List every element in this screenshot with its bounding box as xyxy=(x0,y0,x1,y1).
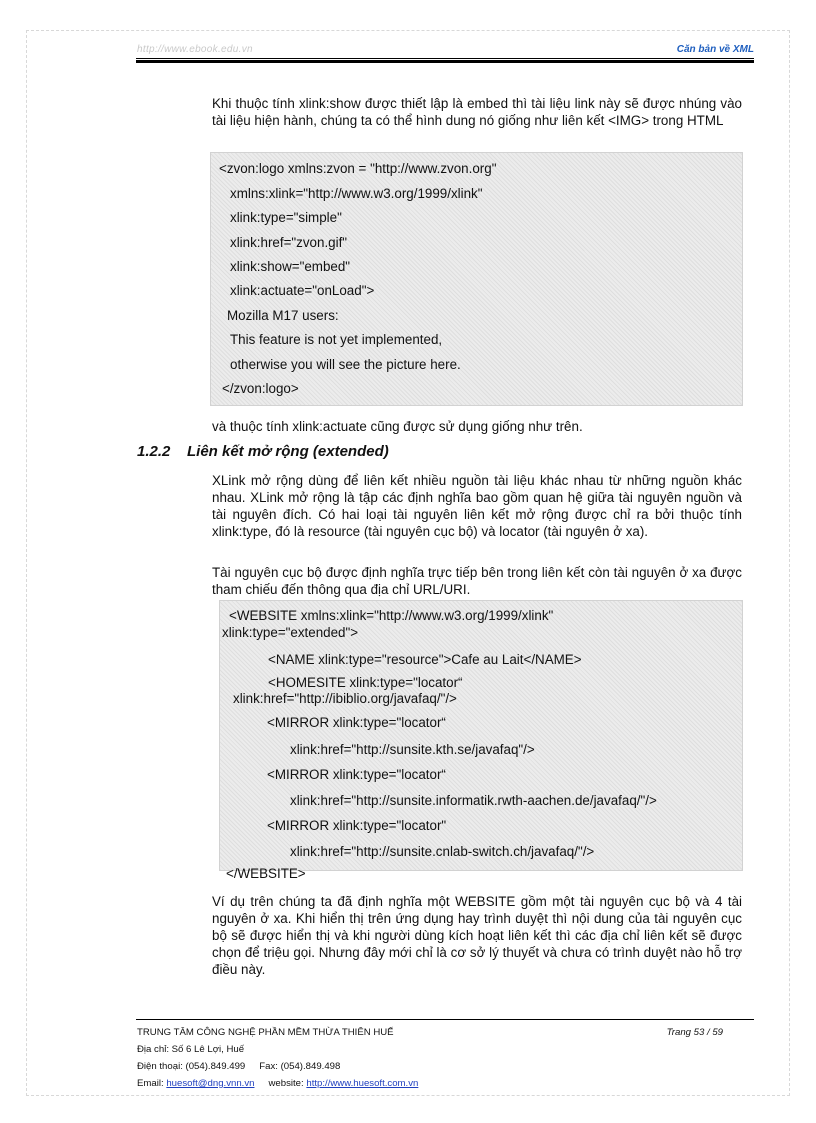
header-url: http://www.ebook.edu.vn xyxy=(137,44,253,55)
code-line: otherwise you will see the picture here. xyxy=(230,357,461,372)
footer-address: Địa chỉ: Số 6 Lê Lợi, Huế xyxy=(137,1044,245,1055)
section-number: 1.2.2 xyxy=(137,443,171,460)
code-line: <MIRROR xlink:type="locator“ xyxy=(267,715,446,730)
paragraph-xlink-show: Khi thuộc tính xlink:show được thiết lập là embed thì tài liệu link này sẽ được nhúng vào tài liệu hiện hành, chúng ta có thể hình dung nó giống như liên kết <IMG> trong HTML xyxy=(212,96,742,128)
code-line: <zvon:logo xmlns:zvon = "http://www.zvon.org" xyxy=(219,161,497,176)
code-line: <HOMESITE xlink:type="locator“ xyxy=(268,675,463,690)
footer-contact xyxy=(137,1061,340,1073)
code-line: Mozilla M17 users: xyxy=(227,308,339,323)
code-line: <WEBSITE xmlns:xlink="http://www.w3.org/1999/xlink" xyxy=(229,608,554,623)
paragraph-xlink-actuate: và thuộc tính xlink:actuate cũng được sử dụng giống như trên. xyxy=(212,419,583,434)
footer-fax: Fax: (054).849.498 xyxy=(259,1061,341,1072)
code-line: xlink:type="simple" xyxy=(230,210,342,225)
section-heading xyxy=(137,443,389,460)
footer-page-number: Trang 53 / 59 xyxy=(666,1027,723,1038)
code-line: </zvon:logo> xyxy=(222,381,299,396)
code-line: xlink:type="extended"> xyxy=(222,625,359,640)
paragraph-local-remote: Tài nguyên cục bộ được định nghĩa trực tiếp bên trong liên kết còn tài nguyên ở xa được tham chiếu đến thông qua địa chỉ URL/URI. xyxy=(212,565,742,597)
paragraph-example-summary: Ví dụ trên chúng ta đã định nghĩa một WEBSITE gồm một tài nguyên cục bộ và 4 tài nguyên ở xa. Khi hiển thị trên ứng dụng hay trình duyệt thì nội dung của tài nguyên cục bộ sẽ được hiển thị và khi người dùng kích hoạt liên kết thì các địa chỉ liên kết sẽ được chọn để triệu gọi. Nhưng đây mới chỉ là cơ sở lý thuyết và chưa có trình duyệt nào hỗ trợ điều này. xyxy=(212,894,742,977)
header-rule xyxy=(136,58,754,59)
code-line: xlink:href="http://sunsite.informatik.rwth-aachen.de/javafaq/"/> xyxy=(290,793,657,808)
header-rule-thick xyxy=(136,60,754,63)
code-line: <MIRROR xlink:type="locator“ xyxy=(267,767,446,782)
code-line: xlink:show="embed" xyxy=(230,259,351,274)
section-title: Liên kết mở rộng (extended) xyxy=(187,443,389,460)
code-line: xlink:href="http://ibiblio.org/javafaq/"/> xyxy=(233,691,457,706)
header-title: Căn bản về XML xyxy=(676,44,754,55)
code-line: xlink:href="http://sunsite.kth.se/javafaq"/> xyxy=(290,742,535,757)
code-line: <NAME xlink:type="resource">Cafe au Lait</NAME> xyxy=(268,652,582,667)
code-line: xmlns:xlink="http://www.w3.org/1999/xlink" xyxy=(230,186,483,201)
code-line: xlink:href="http://sunsite.cnlab-switch.ch/javafaq/"/> xyxy=(290,844,595,859)
code-line: xlink:actuate="onLoad"> xyxy=(230,283,375,298)
footer-org: TRUNG TÂM CÔNG NGHỆ PHẦN MỀM THỪA THIÊN HUẾ xyxy=(137,1027,394,1038)
footer-links xyxy=(137,1078,418,1090)
footer-email-label: Email: xyxy=(137,1078,164,1089)
code-line: <MIRROR xlink:type="locator" xyxy=(267,818,447,833)
footer-website-label: website: xyxy=(268,1078,304,1089)
paragraph-extended-intro: XLink mở rộng dùng để liên kết nhiều nguồn tài liệu khác nhau từ những nguồn khác nhau. XLink mở rộng là tập các định nghĩa bao gồm quan hệ giữa tài nguyên nguồn và tài nguyên đích. Có hai loại tài nguyên liên kết mở rộng được chỉ ra bởi thuộc tính xlink:type, đó là resource (tài nguyên cục bộ) và locator (tài nguyên ở xa). xyxy=(212,473,742,539)
footer-rule xyxy=(136,1019,754,1020)
code-line: </WEBSITE> xyxy=(226,866,306,881)
footer-website-link[interactable]: http://www.huesoft.com.vn xyxy=(306,1078,419,1089)
footer-email-link[interactable]: huesoft@dng.vnn.vn xyxy=(166,1078,255,1089)
code-line: This feature is not yet implemented, xyxy=(230,332,443,347)
code-line: xlink:href="zvon.gif" xyxy=(230,235,348,250)
footer-phone: Điện thoại: (054).849.499 xyxy=(137,1061,246,1072)
